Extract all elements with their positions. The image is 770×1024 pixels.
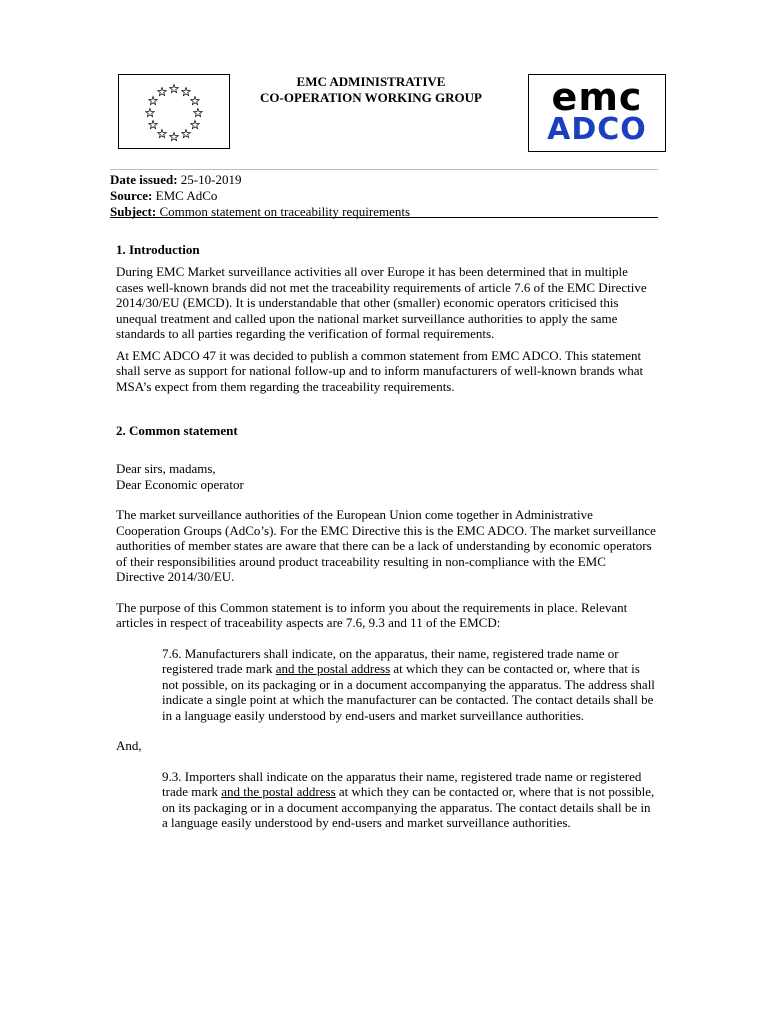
header-title-line2: CO-OPERATION WORKING GROUP (260, 90, 482, 105)
source: Source: EMC AdCo (110, 188, 218, 203)
greeting-line-2: Dear Economic operator (116, 476, 244, 492)
header-title-line1: EMC ADMINISTRATIVE (296, 74, 446, 89)
subject: Subject: Common statement on traceability requirements (110, 204, 411, 219)
quote-article-7-6: 7.6. Manufacturers shall indicate, on the apparatus, their name, registered trade name or registered trade mark and the postal address at which they can be contacted or, where that is not possible, on its packaging or in a document accompanying the apparatus. The address shall indicate a single point at which the manufacturer can be contacted. The contact details shall be in a language easily understood by end-users and market surveillance authorities. (162, 645, 655, 723)
logo-emc-text: emc (551, 75, 643, 119)
document-metadata (110, 172, 658, 220)
quote-article-9-3: 9.3. Importers shall indicate on the apparatus their name, registered trade name or registered trade mark and the postal address at which they can be contacted or, where that is not possible, on its packaging or in a document accompanying the apparatus. The contact details shall be in a language easily understood by end-users and market surveillance authorities. (162, 768, 655, 830)
document-body (116, 242, 656, 831)
and-text: And, (116, 738, 142, 753)
emc-adco-logo (528, 74, 666, 152)
greeting-line-1: Dear sirs, madams, (116, 461, 216, 476)
header-title (240, 74, 502, 106)
date-issued: Date issued: 25-10-2019 (110, 172, 242, 187)
divider-bottom (110, 217, 658, 218)
intro-paragraph-2: At EMC ADCO 47 it was decided to publish a common statement from EMC ADCO. This statement shall serve as support for national follow-up and to inform manufacturers of well-known brands what MSA’s expect from them regarding the traceability requirements. (116, 347, 644, 394)
statement-paragraph-2: The purpose of this Common statement is to inform you about the requirements in place. Relevant articles in respect of traceability aspects are 7.6, 9.3 and 11 of the EMCD: (116, 599, 628, 630)
eu-flag-logo (118, 74, 230, 149)
divider-top (110, 169, 658, 170)
eu-stars-icon (119, 75, 229, 148)
intro-paragraph-1: During EMC Market surveillance activities all over Europe it has been determined that in multiple cases well-known brands did not met the traceability requirements of article 7.6 of the EMC Directive 2014/30/EU (EMCD). It is understandable that other (smaller) economic operators criticised this unequal treatment and called upon the national market surveillance authorities to apply the same standards to all parties regarding the verification of formal requirements. (116, 264, 647, 341)
logo-adco-text: ADCO (547, 112, 647, 147)
section-heading-common-statement: 2. Common statement (116, 423, 238, 438)
statement-paragraph-1: The market surveillance authorities of the European Union come together in Administrative Cooperation Groups (AdCo’s). For the EMC Directive this is the EMC ADCO. The market surveillance authorities of member states are aware that there can be a lack of understanding by economic operators of their responsibilities around product traceability resulting in non-compliance with the EMC Directive 2014/30/EU. (116, 507, 656, 584)
section-heading-introduction: 1. Introduction (116, 242, 200, 257)
